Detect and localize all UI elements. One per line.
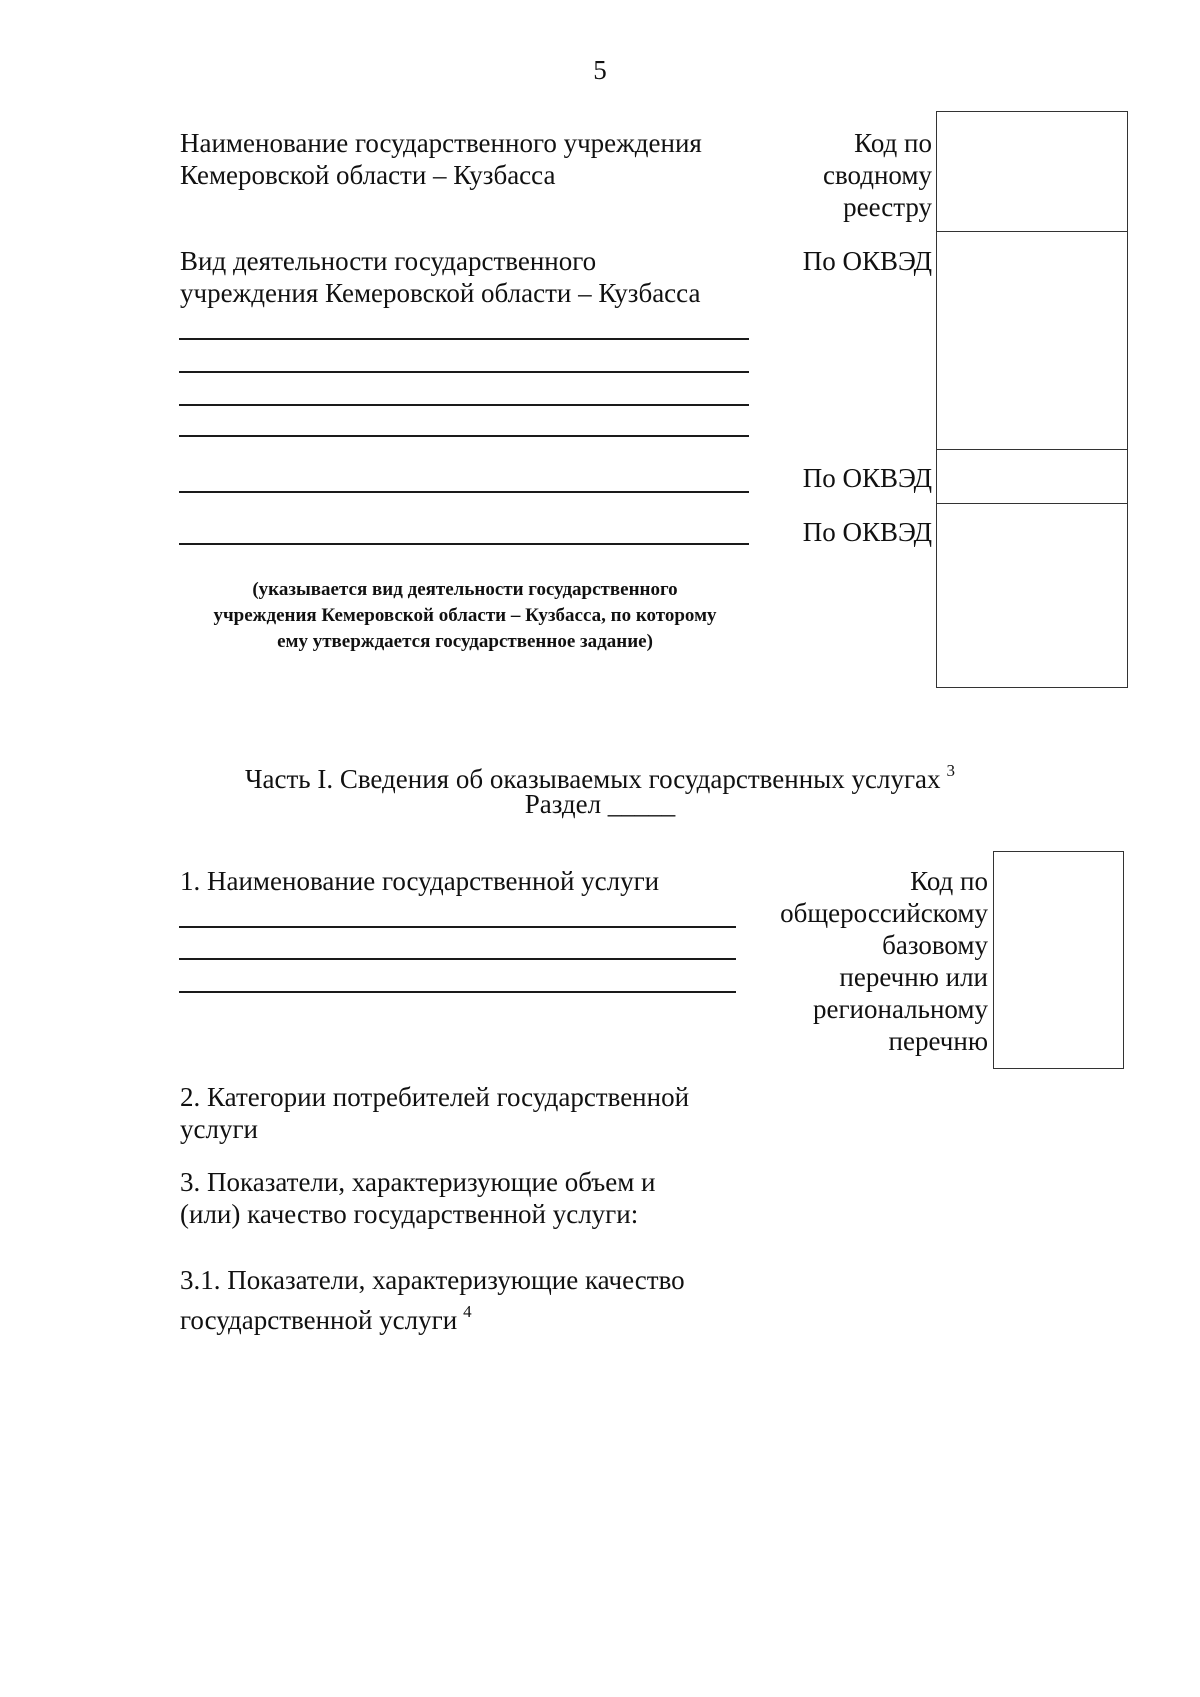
okved-label-1: По ОКВЭД: [802, 246, 932, 276]
activity-note-line-3: ему утверждается государственное задание): [277, 631, 653, 652]
okved-1-divider: [936, 449, 1128, 450]
okved-label-2: По ОКВЭД: [802, 463, 932, 493]
activity-note-line-2: учреждения Кемеровской области – Кузбасса, по которому: [213, 605, 717, 626]
indicators-line-2: (или) качество государственной услуги:: [180, 1199, 639, 1229]
activity-note: [170, 577, 760, 655]
quality-indicators-label: [180, 1264, 685, 1336]
catalog-code-line-2: общероссийскому: [780, 898, 988, 928]
activity-type-line-2: учреждения Кемеровской области – Кузбасса: [180, 278, 701, 308]
okved-label-3: По ОКВЭД: [802, 517, 932, 547]
catalog-code-box[interactable]: [993, 851, 1124, 1069]
activity-fill-line[interactable]: [179, 404, 749, 406]
quality-indicators-line-1: 3.1. Показатели, характеризующие качество: [180, 1265, 685, 1295]
activity-fill-line[interactable]: [179, 491, 749, 493]
service-name-fill-line[interactable]: [179, 991, 736, 993]
okved-2-divider: [936, 503, 1128, 504]
part-title-footnote: 3: [946, 761, 956, 780]
registry-code-divider: [936, 231, 1128, 232]
institution-name-label: [180, 127, 702, 191]
service-name-fill-line[interactable]: [179, 926, 736, 928]
activity-fill-line[interactable]: [179, 371, 749, 373]
catalog-code-line-3: базовому: [882, 930, 988, 960]
quality-indicators-line-2: [180, 1296, 685, 1336]
activity-fill-line[interactable]: [179, 543, 749, 545]
institution-name-line-2: Кемеровской области – Кузбасса: [180, 160, 556, 190]
catalog-code-line-1: Код по: [910, 866, 988, 896]
catalog-code-line-4: перечню или: [839, 962, 988, 992]
indicators-label: [180, 1166, 656, 1230]
registry-code-line-2: сводному: [822, 160, 932, 190]
registry-code-line-1: Код по: [854, 128, 932, 158]
registry-code-label: [760, 127, 932, 223]
activity-fill-line[interactable]: [179, 435, 749, 437]
catalog-code-line-6: перечню: [888, 1026, 988, 1056]
section-label: Раздел _____: [524, 789, 676, 819]
indicators-line-1: 3. Показатели, характеризующие объем и: [180, 1167, 656, 1197]
activity-note-line-1: (указывается вид деятельности государственного: [252, 579, 678, 600]
consumer-categories-label: [180, 1081, 689, 1145]
activity-type-label: [180, 245, 700, 309]
institution-name-line-1: Наименование государственного учреждения: [180, 128, 702, 158]
catalog-code-line-5: региональному: [813, 994, 988, 1024]
quality-indicators-line-2-text: государственной услуги: [180, 1305, 458, 1335]
service-name-fill-line[interactable]: [179, 958, 736, 960]
part-title-text: Часть I. Сведения об оказываемых государственных услугах: [244, 764, 941, 794]
registry-code-line-3: реестру: [843, 192, 932, 222]
quality-indicators-footnote: 4: [463, 1302, 472, 1321]
activity-fill-line[interactable]: [179, 338, 749, 340]
activity-type-line-1: Вид деятельности государственного: [180, 246, 597, 276]
consumer-categories-line-1: 2. Категории потребителей государственной: [180, 1082, 690, 1112]
catalog-code-label: [740, 865, 988, 1057]
consumer-categories-line-2: услуги: [180, 1114, 258, 1144]
page-number: 5: [593, 55, 607, 85]
header-code-box: [936, 111, 1128, 688]
service-name-label: 1. Наименование государственной услуги: [180, 866, 660, 896]
